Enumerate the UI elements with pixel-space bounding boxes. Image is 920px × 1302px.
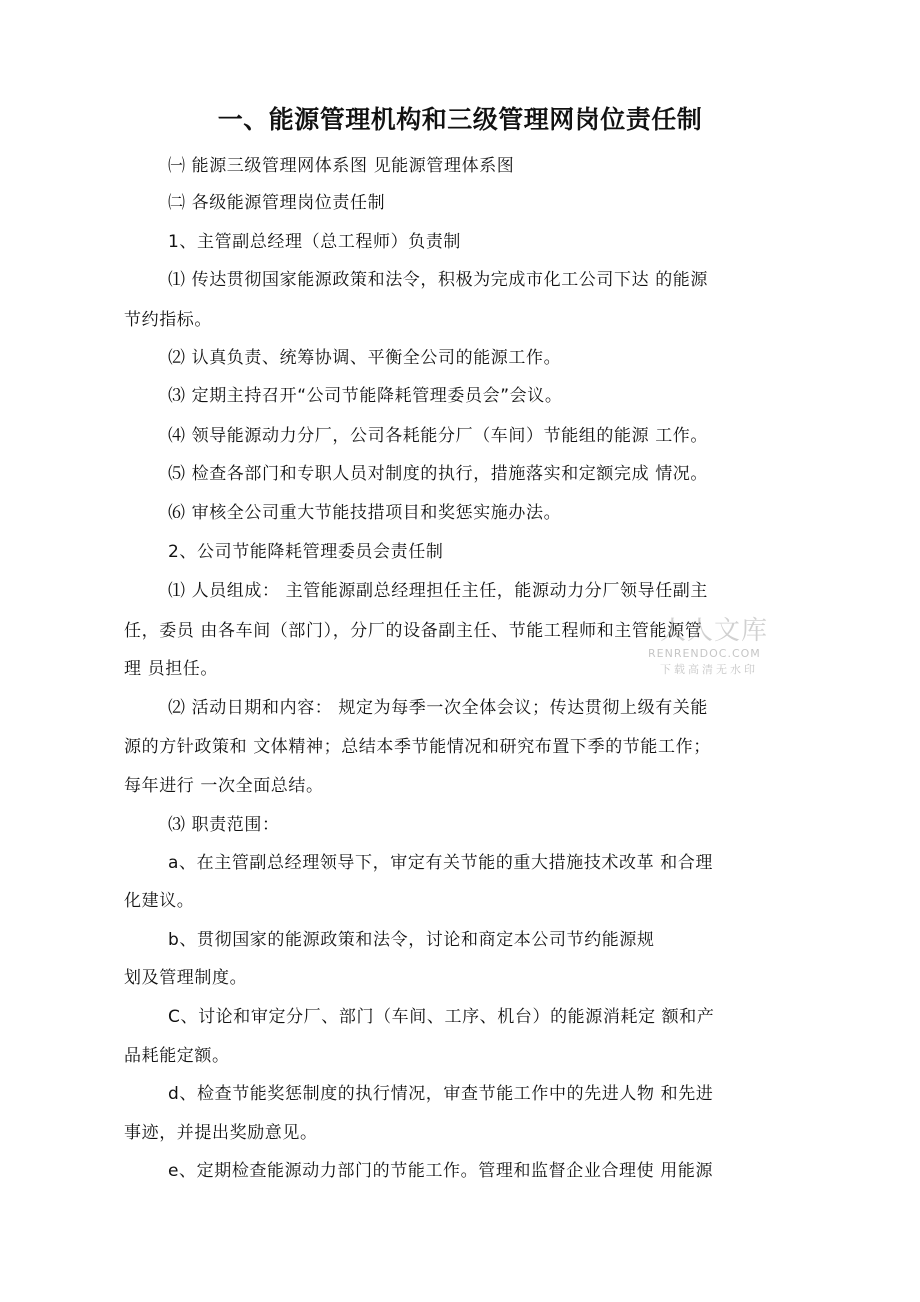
paragraph-line: ⑶ 定期主持召开“公司节能降耗管理委员会”会议。 — [168, 386, 563, 406]
paragraph-line: ⑶ 职责范围： — [168, 815, 280, 835]
paragraph-line: ⑸ 检查各部门和专职人员对制度的执行，措施落实和定额完成 情况。 — [168, 464, 709, 484]
paragraph-line: ⑹ 审核全公司重大节能技措项目和奖惩实施办法。 — [168, 503, 562, 523]
subsection-heading-1: 1、主管副总经理（总工程师）负责制 — [168, 232, 462, 252]
paragraph-line: 节约指标。 — [124, 310, 212, 330]
paragraph-line: ⑴ 人员组成： 主管能源副总经理担任主任，能源动力分厂领导任副主 — [168, 581, 709, 601]
watermark — [646, 616, 776, 682]
paragraph-line: ⑵ 认真负责、统筹协调、平衡全公司的能源工作。 — [168, 348, 562, 368]
paragraph-line: 事迹，并提出奖励意见。 — [124, 1123, 318, 1143]
paragraph-line: 品耗能定额。 — [124, 1046, 230, 1066]
paragraph-line: 每年进行 一次全面总结。 — [124, 776, 324, 796]
page-title: 一、能源管理机构和三级管理网岗位责任制 — [217, 105, 703, 134]
paragraph-line: 任，委员 由各车间（部门），分厂的设备副主任、节能工程师和主管能源管 — [124, 621, 703, 641]
paragraph-line: 划及管理制度。 — [124, 968, 248, 988]
watermark-site: RENRENDOC.COM — [648, 647, 761, 660]
paragraph-line: ⑴ 传达贯彻国家能源政策和法令，积极为完成市化工公司下达 的能源 — [168, 270, 709, 290]
paragraph-line: e、定期检查能源动力部门的节能工作。管理和监督企业合理使 用能源 — [168, 1161, 714, 1181]
watermark-chinese: 人人文库 — [660, 616, 769, 646]
paragraph-line: 源的方针政策和 文体精神；总结本季节能情况和研究布置下季的节能工作； — [124, 737, 711, 757]
subsection-heading-2: 2、公司节能降耗管理委员会责任制 — [168, 542, 444, 562]
paragraph-line: ⑷ 领导能源动力分厂，公司各耗能分厂（车间）节能组的能源 工作。 — [168, 426, 709, 446]
paragraph-line: ⑵ 活动日期和内容： 规定为每季一次全体会议；传达贯彻上级有关能 — [168, 698, 709, 718]
paragraph-line: a、在主管副总经理领导下，审定有关节能的重大措施技术改革 和合理 — [168, 853, 714, 873]
paragraph-line: 化建议。 — [124, 891, 195, 911]
paragraph-line: C、讨论和审定分厂、部门（车间、工序、机台）的能源消耗定 额和产 — [168, 1007, 715, 1027]
paragraph-line: b、贯彻国家的能源政策和法令，讨论和商定本公司节约能源规 — [168, 930, 655, 950]
paragraph-line: d、检查节能奖惩制度的执行情况，审查节能工作中的先进人物 和先进 — [168, 1084, 714, 1104]
paragraph-line: 理 员担任。 — [124, 659, 219, 679]
watermark-subtitle: 下载高清无水印 — [660, 663, 758, 676]
section-heading-2: ㈡ 各级能源管理岗位责任制 — [168, 193, 386, 213]
section-heading-1: ㈠ 能源三级管理网体系图 见能源管理体系图 — [168, 156, 515, 176]
